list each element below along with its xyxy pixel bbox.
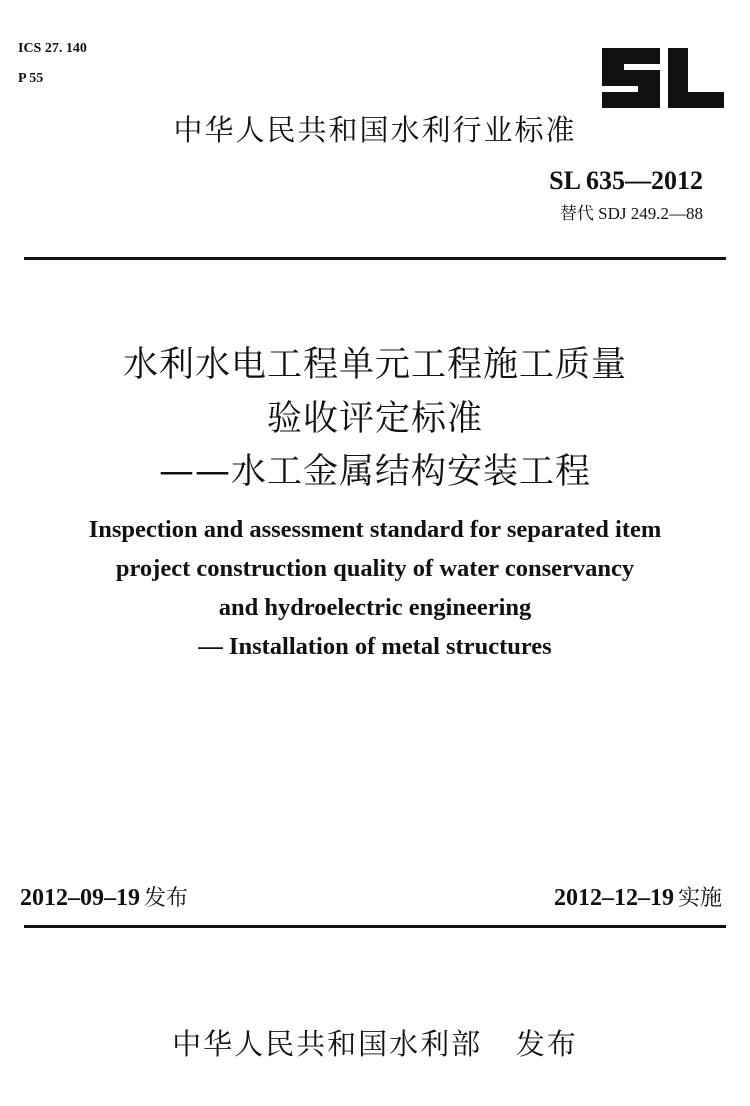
title-en-line-3: and hydroelectric engineering (218, 594, 532, 621)
ics-code: ICS 27. 140 (18, 41, 87, 56)
top-divider (24, 257, 726, 260)
bottom-divider (24, 925, 726, 928)
implement-date-block (554, 885, 722, 910)
issue-date: 2012–09–19 (20, 885, 140, 911)
title-zh-line-1: 水利水电工程单元工程施工质量 (122, 345, 627, 385)
implement-label: 实施 (677, 886, 722, 911)
title-en-line-2: project construction quality of water conservancy (115, 555, 635, 582)
industry-standard-title: 中华人民共和国水利行业标准 (173, 113, 577, 147)
title-zh-line-3: ——水工金属结构安装工程 (158, 452, 591, 492)
publisher: 中华人民共和国水利部 发布 (172, 1027, 578, 1061)
sl-logo-mark (598, 44, 726, 112)
issue-date-block (20, 885, 188, 910)
title-en-line-4: — Installation of metal structures (198, 633, 552, 660)
standard-number: SL 635—2012 (549, 166, 703, 195)
title-en-line-1: Inspection and assessment standard for separated item (88, 516, 662, 543)
classification-code: P 55 (18, 71, 44, 86)
title-zh-line-2: 验收评定标准 (266, 399, 483, 439)
replaces-standard: 替代 SDJ 249.2—88 (559, 204, 703, 223)
implement-date: 2012–12–19 (553, 885, 674, 911)
sl-logo (598, 44, 726, 112)
issue-label: 发布 (144, 886, 189, 911)
